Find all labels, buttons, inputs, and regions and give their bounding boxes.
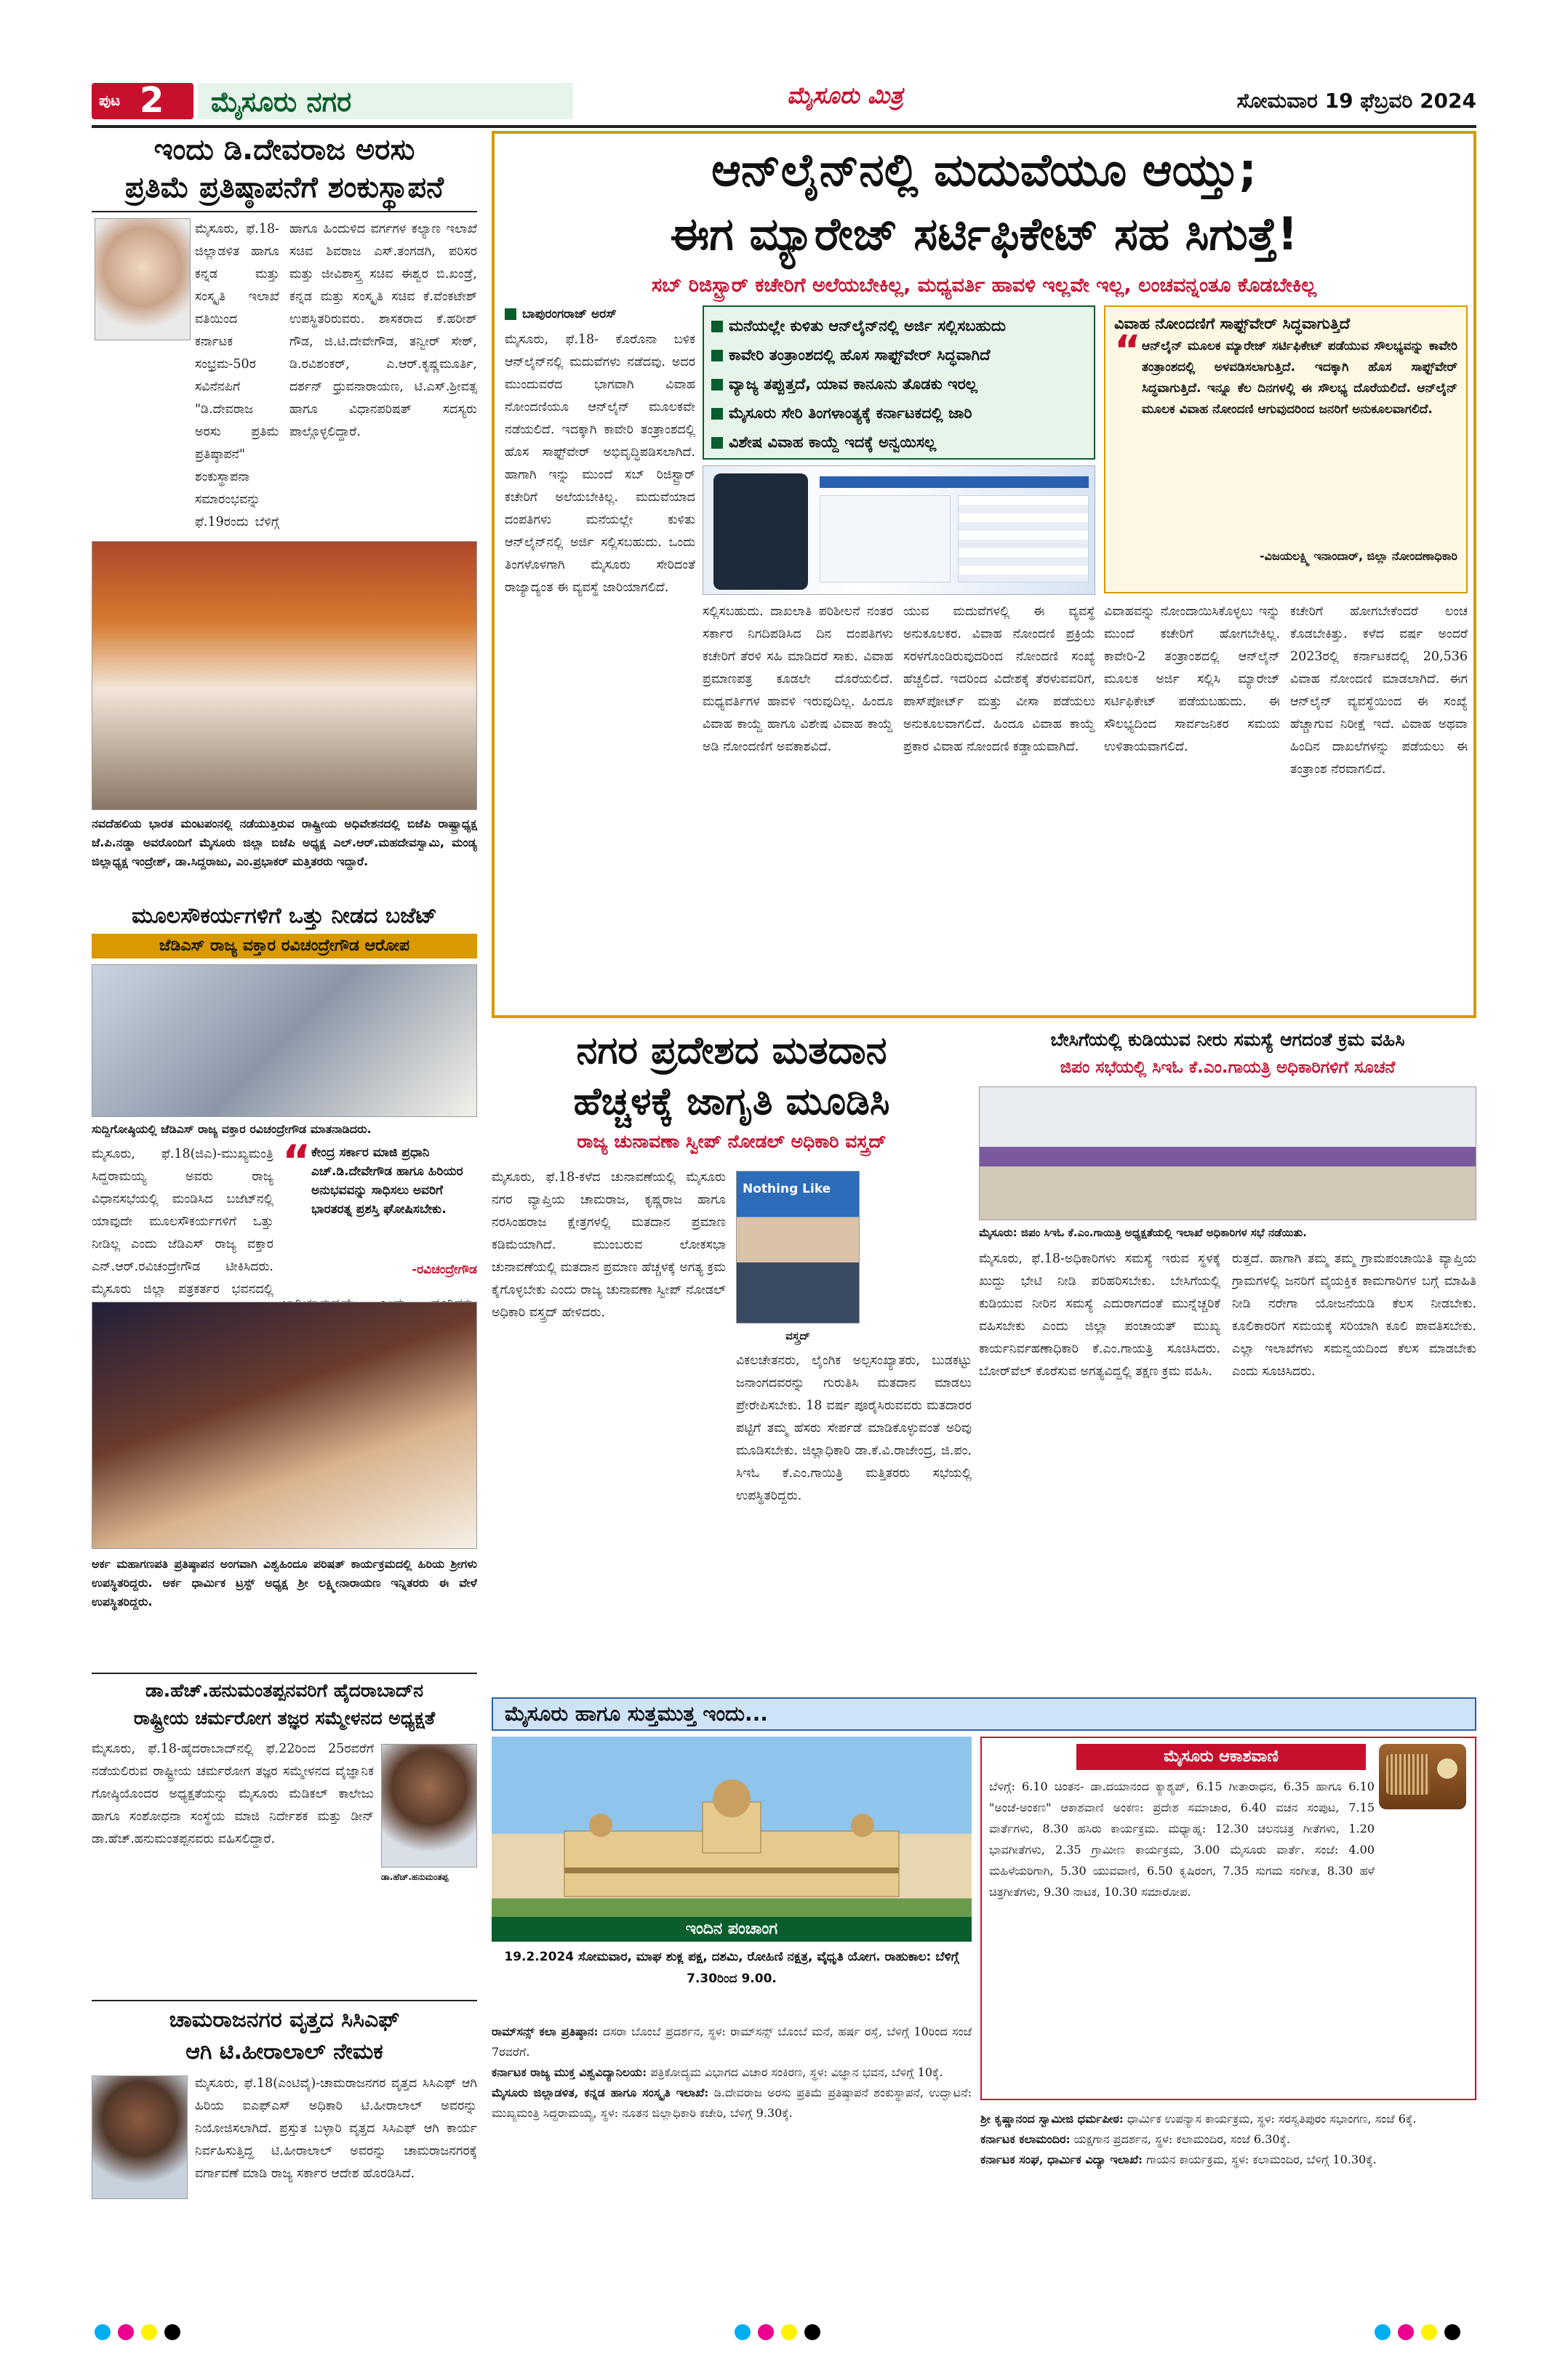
story-ccf	[92, 2000, 477, 2262]
story2-subhead: ಜೆಡಿಎಸ್ ರಾಜ್ಯ ವಕ್ತಾರ ರವಿಚಂದ್ರೇಗೌಡ ಆರೋಪ	[92, 934, 477, 958]
bullet-icon	[711, 321, 723, 332]
event-item: ರಾಮ್‌ಸನ್ಸ್ ಕಲಾ ಪ್ರತಿಷ್ಠಾನ: ದಸರಾ ಬೊಂಬೆ ಪ್ರದರ್ಶನ, ಸ್ಥಳ: ರಾಮ್‌ಸನ್ಸ್ ಬೊಂಬೆ ಮನೆ, ಹರ್ಷ ರಸ್ತೆ, ಬೆಳಿಗ್ಗೆ 10ರಿಂದ ಸಂಜೆ 7ರವರೆಗೆ.	[492, 2025, 972, 2059]
vastrad-photo	[736, 1171, 860, 1324]
screenshot-header-bar	[820, 476, 1089, 488]
section-tab	[198, 83, 573, 119]
registration-dot	[758, 2324, 774, 2340]
lead-quote-box	[1104, 305, 1468, 593]
registration-dot	[141, 2324, 157, 2340]
registration-dot	[1398, 2324, 1414, 2340]
radio-title: ಮೈಸೂರು ಆಕಾಶವಾಣಿ	[1076, 1744, 1366, 1770]
lead-quote-attribution: -ವಿಜಯಲಕ್ಷ್ಮಿ ಇನಾಂದಾರ್, ಜಿಲ್ಲಾ ನೋಂದಣಾಧಿಕಾರಿ	[1260, 549, 1457, 563]
story6-photo-caption: ಮೈಸೂರು: ಜಿಪಂ ಸಿಇಓ ಕೆ.ಎಂ.ಗಾಯಿತ್ರಿ ಅಧ್ಯಕ್ಷತೆಯಲ್ಲಿ ಇಲಾಖೆ ಅಧಿಕಾರಿಗಳ ಸಭೆ ನಡೆಯಿತು.	[979, 1226, 1307, 1239]
zp-meeting-photo	[979, 1086, 1476, 1220]
story5-photo-caption: ವಸ್ತ್ರದ್	[785, 1329, 810, 1342]
registration-dot	[95, 2324, 111, 2340]
lead-bullet-5: ವಿಶೇಷ ವಿವಾಹ ಕಾಯ್ದೆ ಇದಕ್ಕೆ ಅನ್ವಯಿಸಲ್ಲ	[711, 428, 1087, 457]
lead-byline: ಬಾಪುರಂಗರಾಜ್ ಅರಸ್	[505, 307, 695, 321]
registration-marks-left	[95, 2324, 196, 2342]
byline-marker-icon	[505, 308, 516, 320]
lead-headline: ಆನ್‌ಲೈನ್‌ನಲ್ಲಿ ಮದುವೆಯೂ ಆಯ್ತು; ಈಗ ಮ್ಯಾರೇಜ್ ಸರ್ಟಿಫಿಕೇಟ್ ಸಹ ಸಿಗುತ್ತೆ!	[670, 143, 1298, 260]
photo-banner-text: Nothing Like	[743, 1182, 831, 1196]
radio-box	[980, 1737, 1476, 2100]
radio-icon	[1379, 1744, 1466, 1809]
quote-mark-icon: “	[282, 1136, 311, 1187]
radio-dial	[1437, 1758, 1457, 1779]
registration-marks-right	[1375, 2324, 1476, 2342]
bullet-icon	[711, 350, 723, 361]
radio-speaker	[1386, 1754, 1430, 1795]
story6-body2: ರುತ್ತದೆ. ಹಾಗಾಗಿ ತಮ್ಮ ತಮ್ಮ ಗ್ರಾಮಪಂಚಾಯಿತಿ ವ್ಯಾಪ್ತಿಯ ಗ್ರಾಮಗಳಲ್ಲಿ ಜನರಿಗೆ ವೈಯಕ್ತಿಕ ಕಾಮಗಾರಿಗಳ ಬಗ್ಗೆ ಮಾಹಿತಿ ನೀಡಿ ನರೇಗಾ ಯೋಜನೆಯಡಿ ಕೆಲಸ ನೀಡಬೇಕು. ಕೂಲಿಕಾರರಿಗೆ ಸಮಯಕ್ಕೆ ಸರಿಯಾಗಿ ಕೂಲಿ ಪಾವತಿಸಬೇಕು. ಎಲ್ಲಾ ಇಲಾಖೆಗಳು ಸಮನ್ವಯದಿಂದ ಕೆಲಸ ಮಾಡಬೇಕು ಎಂದು ಸೂಚಿಸಿದರು.	[1232, 1252, 1476, 1379]
story3-headline: ಡಾ.ಹೆಚ್.ಹನುಮಂತಪ್ಪನವರಿಗೆ ಹೈದರಾಬಾದ್‌ನ ರಾಷ್ಟ್ರೀಯ ಚರ್ಮರೋಗ ತಜ್ಞರ ಸಮ್ಮೇಳನದ ಅಧ್ಯಕ್ಷತೆ	[92, 1673, 477, 1732]
lead-bullet-3: ವ್ಯಾಜ್ಯ ತಪ್ಪುತ್ತದೆ, ಯಾವ ಕಾನೂನು ತೊಡಕು ಇರಲ್ಲ	[711, 369, 1087, 399]
paper-logo	[787, 81, 947, 119]
events-list-right	[980, 2109, 1476, 2276]
arka-ceremony-photo	[92, 1302, 477, 1549]
page-label: ಪುಟ	[99, 92, 121, 109]
screenshot-phone	[713, 473, 808, 590]
bullet-icon	[711, 408, 723, 420]
lead-bullet-2: ಕಾವೇರಿ ತಂತ್ರಾಂಶದಲ್ಲಿ ಹೊಸ ಸಾಫ್ಟ್‌ವೇರ್ ಸಿದ್ಧವಾಗಿದೆ	[711, 340, 1087, 369]
bullet-icon	[711, 379, 723, 391]
masthead	[92, 81, 1476, 122]
lead-bullet-box	[703, 305, 1095, 460]
photo2-caption: ಅರ್ಕ ಮಹಾಗಣಪತಿ ಪ್ರತಿಷ್ಠಾಪನ ಅಂಗವಾಗಿ ವಿಶ್ವಹಿಂದೂ ಪರಿಷತ್ ಕಾರ್ಯಕ್ರಮದಲ್ಲಿ ಹಿರಿಯ ಶ್ರೀಗಳು ಉಪಸ್ಥಿತರಿದ್ದರು. ಅರ್ಕ ಧಾರ್ಮಿಕ ಟ್ರಸ್ಟ್ ಅಧ್ಯಕ್ಷ ಶ್ರೀ ಲಕ್ಷ್ಮೀನಾರಾಯಣ ಇನ್ನಿತರರು ಈ ವೇಳೆ ಉಪಸ್ಥಿತರಿದ್ದರು.	[92, 1557, 477, 1609]
event-item: ಕರ್ನಾಟಕ ರಾಜ್ಯ ಮುಕ್ತ ವಿಶ್ವವಿದ್ಯಾನಿಲಯ: ಪತ್ರಿಕೋದ್ಯಮ ವಿಭಾಗದ ವಿಚಾರ ಸಂಕಿರಣ, ಸ್ಥಳ: ವಿಜ್ಞಾನ ಭವನ, ಬೆಳಿಗ್ಗೆ 10ಕ್ಕೆ.	[492, 2065, 943, 2079]
lead-col4: ವಿವಾಹವನ್ನು ನೋಂದಾಯಿಸಿಕೊಳ್ಳಲು ಇನ್ನು ಮುಂದೆ ಕಚೇರಿಗೆ ಹೋಗಬೇಕಿಲ್ಲ. ಕಾವೇರಿ-2 ತಂತ್ರಾಂಶದಲ್ಲಿ ಆನ್‌ಲೈನ್ ಮೂಲಕ ಅರ್ಜಿ ಸಲ್ಲಿಸಿ ಮ್ಯಾರೇಜ್ ಸರ್ಟಿಫಿಕೇಟ್ ಪಡೆಯಬಹುದು. ಈ ಸೌಲಭ್ಯದಿಂದ ಸಾರ್ವಜನಿಕರ ಸಮಯ ಉಳಿತಾಯವಾಗಲಿದೆ.	[1104, 604, 1280, 754]
panchanga-text: 19.2.2024 ಸೋಮವಾರ, ಮಾಘ ಶುಕ್ಲ ಪಕ್ಷ, ದಶಮಿ, ರೋಹಿಣಿ ನಕ್ಷತ್ರ, ವೈಧೃತಿ ಯೋಗ. ರಾಹುಕಾಲ: ಬೆಳಿಗ್ಗೆ 7.30ರಿಂದ 9.00.	[504, 1950, 959, 1986]
event-item: ಮೈಸೂರು ಜಿಲ್ಲಾಡಳಿತ, ಕನ್ನಡ ಹಾಗೂ ಸಂಸ್ಕೃತಿ ಇಲಾಖೆ: ಡಿ.ದೇವರಾಜ ಅರಸು ಪ್ರತಿಮೆ ಪ್ರತಿಷ್ಠಾಪನೆ ಶಂಕುಸ್ಥಾಪನೆ, ಉದ್ಘಾಟನೆ: ಮುಖ್ಯಮಂತ್ರಿ ಸಿದ್ದರಾಮಯ್ಯ, ಸ್ಥಳ: ನೂತನ ಜಿಲ್ಲಾಧಿಕಾರಿ ಕಚೇರಿ, ಬೆಳಿಗ್ಗೆ 9.30ಕ್ಕೆ.	[492, 2086, 972, 2120]
story-voting	[492, 1025, 972, 1687]
story3-photo-caption: ಡಾ.ಹೆಚ್.ಹನುಮಂತಪ್ಪ	[381, 1872, 449, 1882]
story2-quote: ಕೇಂದ್ರ ಸರ್ಕಾರ ಮಾಜಿ ಪ್ರಧಾನಿ ಎಚ್.ಡಿ.ದೇವೇಗೌಡ ಹಾಗೂ ಹಿರಿಯರ ಅನುಭವವನ್ನು ಸಾಧಿಸಲು ಅವರಿಗೆ ಭಾರತರತ್ನ ಪ್ರಶಸ್ತಿ ಘೋಷಿಸಬೇಕು.	[311, 1145, 463, 1217]
story-dermatology	[92, 1673, 477, 1993]
bullet-icon	[711, 437, 723, 449]
lead-col3: ಯುವ ಮದುವೆಗಳಲ್ಲಿ ಈ ವ್ಯವಸ್ಥೆ ಅನುಕೂಲಕರ. ವಿವಾಹ ನೋಂದಣಿ ಪ್ರಕ್ರಿಯೆ ಸರಳಗೊಂಡಿರುವುದರಿಂದ ನೋಂದಣಿ ಸಂಖ್ಯೆ ಹೆಚ್ಚಲಿದೆ. ಇದರಿಂದ ವಿದೇಶಕ್ಕೆ ತೆರಳುವವರಿಗೆ, ಪಾಸ್‌ಪೋರ್ಟ್ ಮತ್ತು ವೀಸಾ ಪಡೆಯಲು ಅನುಕೂಲವಾಗಲಿದೆ. ಹಿಂದೂ ವಿವಾಹ ಕಾಯ್ದೆ ಪ್ರಕಾರ ವಿವಾಹ ನೋಂದಣಿ ಕಡ್ಡಾಯವಾಗಿದೆ.	[903, 604, 1095, 754]
paper-name: ಮೈಸೂರು ಮಿತ್ರ	[787, 81, 903, 109]
lead-bullet-1: ಮನೆಯಲ್ಲೇ ಕುಳಿತು ಆನ್‌ಲೈನ್‌ನಲ್ಲಿ ಅರ್ಜಿ ಸಲ್ಲಿಸಬಹುದು	[711, 311, 1087, 340]
radio-text: ಬೆಳಿಗ್ಗೆ: 6.10 ಚಿಂತನ- ಡಾ.ದಯಾನಂದ ಕ್ಯಾಶ್ಯಪ್, 6.15 ಗೀತಾರಾಧನ, 6.35 ಹಾಗೂ 6.10 "ಅಂಚೆ-ಅಂಕಣ" ಆಕಾಶವಾಣಿ ಅಂಕಣ: ಪ್ರದೇಶ ಸಮಾಚಾರ, 6.40 ವಚನ ಸಂಪುಟ, 7.15 ವಾರ್ತೆಗಳು, 8.30 ಹಸಿರು ಕಾರ್ಯಕ್ರಮ. ಮಧ್ಯಾಹ್ನ: 12.30 ಚಲನಚಿತ್ರ ಗೀತೆಗಳು, 1.20 ಭಾವಗೀತೆಗಳು, 2.35 ಗ್ರಾಮೀಣ ಕಾರ್ಯಕ್ರಮ, 3.00 ಮೈಸೂರು ವಾರ್ತೆ. ಸಂಜೆ: 4.00 ಮಹಿಳೆಯರಿಗಾಗಿ, 5.30 ಯುವವಾಣಿ, 6.50 ಕೃಷಿರಂಗ, 7.35 ಸುಗಮ ಸಂಗೀತ, 8.30 ಹಳೆ ಚಿತ್ರಗೀತೆಗಳು, 9.30 ನಾಟಕ, 10.30 ಸಮಾರೋಪ.	[989, 1779, 1375, 1899]
registration-dot	[735, 2324, 751, 2340]
registration-marks-center	[735, 2324, 836, 2342]
bjp-delegation-photo	[92, 541, 477, 810]
screenshot-table	[958, 495, 1089, 583]
issue-date: ಸೋಮವಾರ 19 ಫೆಬ್ರವರಿ 2024	[1236, 89, 1476, 113]
events-header: ಮೈಸೂರು ಹಾಗೂ ಸುತ್ತಮುತ್ತ ಇಂದು...	[492, 1697, 1476, 1731]
story1-rule	[92, 211, 477, 212]
story2-quote-box	[282, 1136, 477, 1289]
website-screenshot-photo	[703, 465, 1095, 595]
heeralal-photo	[92, 2075, 188, 2199]
story3-body: ಮೈಸೂರು, ಫೆ.18-ಹೈದರಾಬಾದ್‌ನಲ್ಲಿ ಫೆ.22ರಿಂದ 25ರವರೆಗೆ ನಡೆಯಲಿರುವ ರಾಷ್ಟ್ರೀಯ ಚರ್ಮರೋಗ ತಜ್ಞರ ಸಮ್ಮೇಳನದ ವೈಜ್ಞಾನಿಕ ಗೋಷ್ಠಿಯೊಂದರ ಅಧ್ಯಕ್ಷತೆಯನ್ನು ಮೈಸೂರು ಮೆಡಿಕಲ್ ಕಾಲೇಜು ಹಾಗೂ ಸಂಶೋಧನಾ ಸಂಸ್ಥೆಯ ಮಾಜಿ ನಿರ್ದೇಶಕ ಮತ್ತು ಡೀನ್ ಡಾ.ಹೆಚ್.ಹನುಮಂತಪ್ಪನವರು ವಹಿಸಲಿದ್ದಾರೆ.	[92, 1742, 374, 1846]
registration-dot	[118, 2324, 134, 2340]
photo1-caption: ನವದೆಹಲಿಯ ಭಾರತ ಮಂಟಪಂನಲ್ಲಿ ನಡೆಯುತ್ತಿರುವ ರಾಷ್ಟ್ರೀಯ ಅಧಿವೇಶನದಲ್ಲಿ ಬಿಜೆಪಿ ರಾಷ್ಟ್ರಾಧ್ಯಕ್ಷ ಜೆ.ಪಿ.ನಡ್ಡಾ ಅವರೊಂದಿಗೆ ಮೈಸೂರು ಜಿಲ್ಲಾ ಬಿಜೆಪಿ ಅಧ್ಯಕ್ಷ ಎಲ್.ಆರ್.ಮಹದೇವಸ್ವಾಮಿ, ಮಂಡ್ಯ ಜಿಲ್ಲಾಧ್ಯಕ್ಷ ಇಂದ್ರೇಶ್, ಡಾ.ಸಿದ್ದರಾಜು, ಎಂ.ಪ್ರಭಾಕರ್ ಮತ್ತಿತರರು ಇದ್ದಾರೆ.	[92, 817, 477, 868]
hanumanthappa-photo	[381, 1744, 477, 1867]
story5-headline: ನಗರ ಪ್ರದೇಶದ ಮತದಾನ ಹೆಚ್ಚಳಕ್ಕೆ ಜಾಗೃತಿ ಮೂಡಿಸಿ	[573, 1029, 890, 1124]
events-list	[492, 2022, 972, 2276]
lead-col5: ಕಚೇರಿಗೆ ಹೋಗಬೇಕೆಂದರೆ ಲಂಚ ಕೊಡಬೇಕಿತ್ತು. ಕಳೆದ ವರ್ಷ ಅಂದರೆ 2023ರಲ್ಲಿ ಕರ್ನಾಟಕದಲ್ಲಿ 20,536 ವಿವಾಹ ನೋಂದಣಿ ಮಾಡಲಾಗಿದೆ. ಈಗ ಆನ್‌ಲೈನ್ ವ್ಯವಸ್ಥೆಯಿಂದ ಈ ಸಂಖ್ಯೆ ಹೆಚ್ಚಾಗುವ ನಿರೀಕ್ಷೆ ಇದೆ. ವಿವಾಹ ಅಥವಾ ಹಿಂದಿನ ದಾಖಲೆಗಳನ್ನು ಪಡೆಯಲು ಈ ತಂತ್ರಾಂಶ ನೆರವಾಗಲಿದೆ.	[1290, 604, 1468, 777]
lead-col1: ಮೈಸೂರು, ಫೆ.18- ಕೊರೊನಾ ಬಳಿಕ ಆನ್‌ಲೈನ್‌ನಲ್ಲಿ ಮದುವೆಗಳು ನಡೆದವು. ಅದರ ಮುಂದುವರೆದ ಭಾಗವಾಗಿ ವಿವಾಹ ನೋಂದಣಿಯೂ ಆನ್‌ಲೈನ್ ಮೂಲಕವೇ ನಡೆಯಲಿದೆ. ಇದಕ್ಕಾಗಿ ಕಾವೇರಿ ತಂತ್ರಾಂಶದಲ್ಲಿ ಹೊಸ ಸಾಫ್ಟ್‌ವೇರ್ ಅಭಿವೃದ್ಧಿಪಡಿಸಲಾಗಿದೆ. ಹಾಗಾಗಿ ಇನ್ನು ಮುಂದೆ ಸಬ್ ರಿಜಿಸ್ಟ್ರಾರ್ ಕಚೇರಿಗೆ ಅಲೆಯಬೇಕಿಲ್ಲ. ಮದುವೆಯಾದ ದಂಪತಿಗಳು ಮನೆಯಲ್ಲೇ ಕುಳಿತು ಆನ್‌ಲೈನ್‌ನಲ್ಲಿ ಅರ್ಜಿ ಸಲ್ಲಿಸಬಹುದು. ಒಂದು ತಿಂಗಳೊಳಗಾಗಿ ಮೈಸೂರು ಸೇರಿದಂತೆ ರಾಜ್ಯಾದ್ಯಂತ ಈ ವ್ಯವಸ್ಥೆ ಜಾರಿಯಾಗಲಿದೆ.	[505, 332, 695, 595]
story6-subhead: ಜಿಪಂ ಸಭೆಯಲ್ಲಿ ಸಿಇಓ ಕೆ.ಎಂ.ಗಾಯತ್ರಿ ಅಧಿಕಾರಿಗಳಿಗೆ ಸೂಚನೆ	[1060, 1058, 1396, 1077]
story2-quote-attribution: -ರವಿಚಂದ್ರೇಗೌಡ	[412, 1262, 477, 1277]
story1-headline: ಇಂದು ಡಿ.ದೇವರಾಜ ಅರಸು ಪ್ರತಿಮೆ ಪ್ರತಿಷ್ಠಾಪನೆಗೆ ಶಂಕುಸ್ಥಾಪನೆ	[125, 133, 444, 204]
story6-headline: ಬೇಸಿಗೆಯಲ್ಲಿ ಕುಡಿಯುವ ನೀರು ಸಮಸ್ಯೆ ಆಗದಂತೆ ಕ್ರಮ ವಹಿಸಿ	[1050, 1029, 1405, 1050]
registration-dot	[1375, 2324, 1391, 2340]
lead-col2: ಸಲ್ಲಿಸಬಹುದು. ದಾಖಲಾತಿ ಪರಿಶೀಲನೆ ನಂತರ ಸರ್ಕಾರ ನಿಗದಿಪಡಿಸಿದ ದಿನ ದಂಪತಿಗಳು ಕಚೇರಿಗೆ ತೆರಳಿ ಸಹಿ ಮಾಡಿದರೆ ಸಾಕು. ವಿವಾಹ ಪ್ರಮಾಣಪತ್ರ ಕೂಡಲೇ ದೊರೆಯಲಿದೆ. ಮಧ್ಯವರ್ತಿಗಳ ಹಾವಳಿ ಇರುವುದಿಲ್ಲ. ಹಿಂದೂ ವಿವಾಹ ಕಾಯ್ದೆ ಹಾಗೂ ವಿಶೇಷ ವಿವಾಹ ಕಾಯ್ದೆ ಅಡಿ ನೋಂದಣಿಗೆ ಅವಕಾಶವಿದೆ.	[703, 604, 893, 754]
palace-silhouette	[535, 1766, 928, 1911]
story-arasu-statue	[92, 131, 477, 537]
story-water	[979, 1025, 1476, 1687]
story1-body-left: ಮೈಸೂರು, ಫೆ.18-ಜಿಲ್ಲಾಡಳಿತ ಹಾಗೂ ಕನ್ನಡ ಮತ್ತು ಸಂಸ್ಕೃತಿ ಇಲಾಖೆ ವತಿಯಿಂದ ಕರ್ನಾಟಕ ಸಂಭ್ರಮ-50ರ ಸವಿನೆನಪಿಗೆ "ಡಿ.ದೇವರಾಜ ಅರಸು ಪ್ರತಿಮೆ ಪ್ರತಿಷ್ಠಾಪನೆ" ಶಂಕುಸ್ಥಾಪನಾ ಸಮಾರಂಭವನ್ನು ಫೆ.19ರಂದು ಬೆಳಿಗ್ಗೆ	[195, 222, 279, 529]
page-badge	[92, 80, 193, 121]
screenshot-panel	[820, 495, 951, 583]
story4-body: ಮೈಸೂರು, ಫೆ.18(ಎಂಟಿವೈ)-ಚಾಮರಾಜನಗರ ವೃತ್ತದ ಸಿಸಿಎಫ್ ಆಗಿ ಹಿರಿಯ ಐಎಫ್‌ಎಸ್ ಅಧಿಕಾರಿ ಟಿ.ಹೀರಾಲಾಲ್ ಅವರನ್ನು ನಿಯೋಜಿಸಲಾಗಿದೆ. ಪ್ರಸ್ತುತ ಬಳ್ಳಾರಿ ವೃತ್ತದ ಸಿಸಿಎಫ್ ಆಗಿ ಕಾರ್ಯ ನಿರ್ವಹಿಸುತ್ತಿದ್ದ ಟಿ.ಹೀರಾಲಾಲ್ ಅವರನ್ನು ಚಾಮರಾಜನಗರಕ್ಕೆ ವರ್ಗಾವಣೆ ಮಾಡಿ ರಾಜ್ಯ ಸರ್ಕಾರ ಆದೇಶ ಹೊರಡಿಸಿದೆ.	[195, 2076, 477, 2181]
lead-subhead: ಸಬ್ ರಿಜಿಸ್ಟ್ರಾರ್ ಕಚೇರಿಗೆ ಅಲೆಯಬೇಕಿಲ್ಲ, ಮಧ್ಯವರ್ತಿ ಹಾವಳಿ ಇಲ್ಲವೇ ಇಲ್ಲ, ಲಂಚವನ್ನಂತೂ ಕೊಡಬೇಕಿಲ್ಲ	[651, 274, 1317, 297]
story6-body1: ಮೈಸೂರು, ಫೆ.18-ಅಧಿಕಾರಿಗಳು ಸಮಸ್ಯೆ ಇರುವ ಸ್ಥಳಕ್ಕೆ ಖುದ್ದು ಭೇಟಿ ನೀಡಿ ಪರಿಹರಿಸಬೇಕು. ಬೇಸಿಗೆಯಲ್ಲಿ ಕುಡಿಯುವ ನೀರಿನ ಸಮಸ್ಯೆ ಎದುರಾಗದಂತೆ ಮುನ್ನೆಚ್ಚರಿಕೆ ವಹಿಸಬೇಕು ಎಂದು ಜಿಲ್ಲಾ ಪಂಚಾಯತ್ ಮುಖ್ಯ ಕಾರ್ಯನಿರ್ವಹಣಾಧಿಕಾರಿ ಕೆ.ಎಂ.ಗಾಯತ್ರಿ ಸೂಚಿಸಿದರು. ಬೋರ್‌ವೆಲ್ ಕೊರೆಸುವ ಅಗತ್ಯವಿದ್ದಲ್ಲಿ ತಕ್ಷಣ ಕ್ರಮ ವಹಿಸಿ.	[979, 1252, 1220, 1379]
story5-subhead: ರಾಜ್ಯ ಚುನಾವಣಾ ಸ್ವೀಪ್ ನೋಡಲ್ ಅಧಿಕಾರಿ ವಸ್ತ್ರದ್	[577, 1131, 887, 1152]
registration-dot	[804, 2324, 820, 2340]
event-item: ಶ್ರೀ ಕೃಷ್ಣಾನಂದ ಸ್ವಾಮೀಜಿ ಧರ್ಮಪೀಠ: ಧಾರ್ಮಿಕ ಉಪನ್ಯಾಸ ಕಾರ್ಯಕ್ರಮ, ಸ್ಥಳ: ಸರಸ್ವತಿಪುರಂ ಸಭಾಂಗಣ, ಸಂಜೆ 6ಕ್ಕೆ.	[980, 2112, 1417, 2126]
lead-story-box	[492, 131, 1476, 1018]
masthead-rule	[92, 125, 1476, 128]
story2-photo-caption: ಸುದ್ದಿಗೋಷ್ಠಿಯಲ್ಲಿ ಜೆಡಿಎಸ್ ರಾಜ್ಯ ವಕ್ತಾರ ರವಿಚಂದ್ರೇಗೌಡ ಮಾತನಾಡಿದರು.	[92, 1122, 372, 1136]
event-item: ಕರ್ನಾಟಕ ಕಲಾಮಂದಿರ: ಯಕ್ಷಗಾನ ಪ್ರದರ್ಶನ, ಸ್ಥಳ: ಕಲಾಮಂದಿರ, ಸಂಜೆ 6.30ಕ್ಕೆ.	[980, 2132, 1290, 2146]
lead-quote-title: ವಿವಾಹ ನೋಂದಣಿಗೆ ಸಾಫ್ಟ್‌ವೇರ್ ಸಿದ್ಧವಾಗುತ್ತಿದೆ	[1114, 315, 1351, 332]
story5-body1: ಮೈಸೂರು, ಫೆ.18-ಕಳೆದ ಚುನಾವಣೆಯಲ್ಲಿ ಮೈಸೂರು ನಗರ ವ್ಯಾಪ್ತಿಯ ಚಾಮರಾಜ, ಕೃಷ್ಣರಾಜ ಹಾಗೂ ನರಸಿಂಹರಾಜ ಕ್ಷೇತ್ರಗಳಲ್ಲಿ ಮತದಾನ ಪ್ರಮಾಣ ಕಡಿಮೆಯಾಗಿದೆ. ಮುಂಬರುವ ಲೋಕಸಭಾ ಚುನಾವಣೆಯಲ್ಲಿ ಮತದಾನ ಪ್ರಮಾಣ ಹೆಚ್ಚಳಕ್ಕೆ ಅಗತ್ಯ ಕ್ರಮ ಕೈಗೊಳ್ಳಬೇಕು ಎಂದು ರಾಜ್ಯ ಚುನಾವಣಾ ಸ್ವೀಪ್ ನೋಡಲ್ ಅಧಿಕಾರಿ ವಸ್ತ್ರದ್ ಹೇಳಿದರು.	[492, 1170, 726, 1320]
story4-headline: ಚಾಮರಾಜನಗರ ವೃತ್ತದ ಸಿಸಿಎಫ್ ಆಗಿ ಟಿ.ಹೀರಾಲಾಲ್ ನೇಮಕ	[92, 2000, 477, 2068]
story2-headline: ಮೂಲಸೌಕರ್ಯಗಳಿಗೆ ಒತ್ತು ನೀಡದ ಬಜೆಟ್	[132, 903, 437, 929]
registration-dot	[781, 2324, 797, 2340]
registration-dot	[1421, 2324, 1437, 2340]
press-meet-photo	[92, 964, 477, 1117]
story5-body2: ವಿಕಲಚೇತನರು, ಲೈಂಗಿಕ ಅಲ್ಪಸಂಖ್ಯಾತರು, ಬುಡಕಟ್ಟು ಜನಾಂಗದವರನ್ನು ಗುರುತಿಸಿ ಮತದಾನ ಮಾಡಲು ಪ್ರೇರೇಪಿಸಬೇಕು. 18 ವರ್ಷ ಪೂರೈಸಿರುವವರು ಮತದಾರರ ಪಟ್ಟಿಗೆ ತಮ್ಮ ಹೆಸರು ಸೇರ್ಪಡೆ ಮಾಡಿಕೊಳ್ಳುವಂತೆ ಅರಿವು ಮೂಡಿಸಬೇಕು. ಜಿಲ್ಲಾಧಿಕಾರಿ ಡಾ.ಕೆ.ವಿ.ರಾಜೇಂದ್ರ, ಜಿ.ಪಂ. ಸಿಇಓ ಕೆ.ಎಂ.ಗಾಯಿತ್ರಿ ಮತ್ತಿತರರು ಸಭೆಯಲ್ಲಿ ಉಪಸ್ಥಿತರಿದ್ದರು.	[736, 1353, 972, 1503]
story1-body-right: ಹಾಗೂ ಹಿಂದುಳಿದ ವರ್ಗಗಳ ಕಲ್ಯಾಣ ಇಲಾಖೆ ಸಚಿವ ಶಿವರಾಜ ಎಸ್.ತಂಗಡಗಿ, ಪರಿಸರ ಮತ್ತು ಜೀವಿಶಾಸ್ತ್ರ ಸಚಿವ ಈಶ್ವರ ಬಿ.ಖಂಡ್ರೆ, ಕನ್ನಡ ಮತ್ತು ಸಂಸ್ಕೃತಿ ಸಚಿವ ಕೆ.ವೆಂಕಟೇಶ್ ಉಪಸ್ಥಿತರಿರುವರು. ಶಾಸಕರಾದ ಕೆ.ಹರೀಶ್ ಗೌಡ, ಜಿ.ಟಿ.ದೇವೇಗೌಡ, ತನ್ವೀರ್ ಸೇಠ್, ಡಿ.ರವಿಶಂಕರ್, ಎ.ಆರ್.ಕೃಷ್ಣಮೂರ್ತಿ, ದರ್ಶನ್ ಧ್ರುವನಾರಾಯಣ, ಟಿ.ಎಸ್.ಶ್ರೀವತ್ಸ ಹಾಗೂ ವಿಧಾನಪರಿಷತ್ ಸದಸ್ಯರು ಪಾಲ್ಗೊಳ್ಳಲಿದ್ದಾರೆ.	[289, 222, 477, 439]
mysore-palace-photo	[492, 1737, 972, 1939]
lead-quote-body: “ ಆನ್‌ಲೈನ್ ಮೂಲಕ ಮ್ಯಾರೇಜ್ ಸರ್ಟಿಫಿಕೇಟ್ ಪಡೆಯುವ ಸೌಲಭ್ಯವನ್ನು ಕಾವೇರಿ ತಂತ್ರಾಂಶದಲ್ಲಿ ಅಳವಡಿಸಲಾಗುತ್ತಿದೆ. ಇದಕ್ಕಾಗಿ ಹೊಸ ಸಾಫ್ಟ್‌ವೇರ್ ಸಿದ್ಧವಾಗುತ್ತಿದೆ. ಇನ್ನೂ ಕೆಲ ದಿನಗಳಲ್ಲಿ ಈ ಸೌಲಭ್ಯ ದೊರೆಯಲಿದೆ. ಆನ್‌ಲೈನ್ ಮೂಲಕ ವಿವಾಹ ನೋಂದಣಿ ಆಗುವುದರಿಂದ ಜನರಿಗೆ ಅನುಕೂಲವಾಗಲಿದೆ.	[1114, 327, 1457, 417]
event-item: ಕರ್ನಾಟಕ ಸಂಘ, ಧಾರ್ಮಿಕ ವಿದ್ಯಾ ಇಲಾಖೆ: ಗಾಯನ ಕಾರ್ಯಕ್ರಮ, ಸ್ಥಳ: ಕಲಾಮಂದಿರ, ಬೆಳಿಗ್ಗೆ 10.30ಕ್ಕೆ.	[980, 2153, 1377, 2166]
quote-mark-icon: “	[1114, 327, 1141, 375]
registration-dot	[1444, 2324, 1460, 2340]
story2-body: ಮೈಸೂರು, ಫೆ.18(ಜಿಎ)-ಮುಖ್ಯಮಂತ್ರಿ ಸಿದ್ದರಾಮಯ್ಯ ಅವರು ರಾಜ್ಯ ವಿಧಾನಸಭೆಯಲ್ಲಿ ಮಂಡಿಸಿದ ಬಜೆಟ್‌ನಲ್ಲಿ ಯಾವುದೇ ಮೂಲಸೌಕರ್ಯಗಳಿಗೆ ಒತ್ತು ನೀಡಿಲ್ಲ ಎಂದು ಜೆಡಿಎಸ್ ರಾಜ್ಯ ವಕ್ತಾರ ಎನ್.ಆರ್.ರವಿಚಂದ್ರೇಗೌಡ ಟೀಕಿಸಿದರು. ಮೈಸೂರು ಜಿಲ್ಲಾ ಪತ್ರಕರ್ತರ ಭವನದಲ್ಲಿ	[92, 1147, 273, 1297]
panchanga-title: ಇಂದಿನ ಪಂಚಾಂಗ	[492, 1917, 972, 1942]
section-title: ಮೈಸೂರು ನಗರ	[211, 86, 352, 118]
events-section	[492, 1697, 1476, 2279]
registration-dot	[164, 2324, 180, 2340]
page-number: 2	[140, 80, 164, 121]
lead-bullet-4: ಮೈಸೂರು ಸೇರಿ ತಿಂಗಳಾಂತ್ಯಕ್ಕೆ ಕರ್ನಾಟಕದಲ್ಲಿ ಜಾರಿ	[711, 399, 1087, 428]
